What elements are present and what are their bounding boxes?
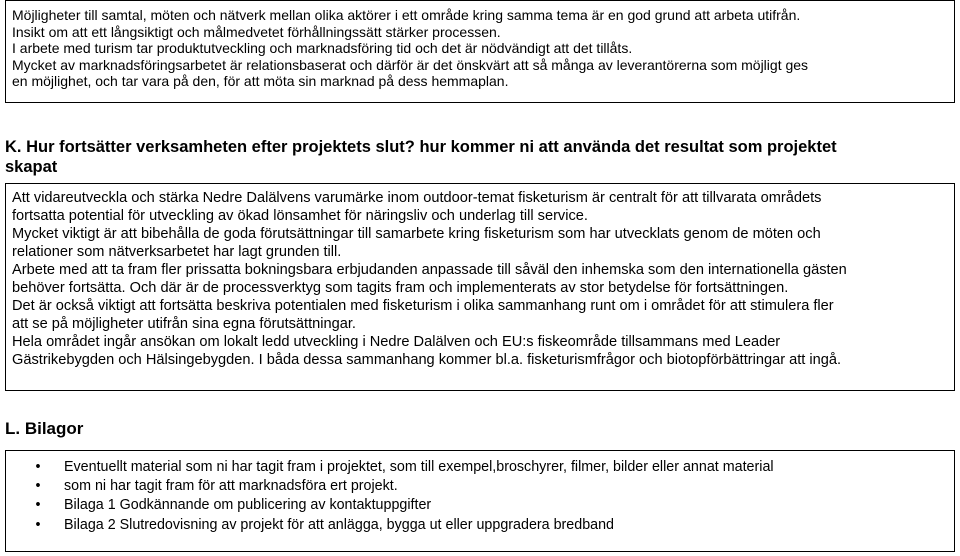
top-text-box — [5, 0, 955, 103]
section-k-text-line: Hela området ingår ansökan om lokalt ledd utveckling i Nedre Dalälven och EU:s fiskeområde tillsammans med Leader — [12, 334, 781, 350]
attachment-item — [12, 516, 948, 535]
attachment-text: Bilaga 1 Godkännande om publicering av kontaktuppgifter — [64, 497, 432, 514]
bullet-icon: • — [35, 459, 41, 475]
section-k-text-line: Att vidareutveckla och stärka Nedre Dalälvens varumärke inom outdoor-temat fisketurism är centralt för att tillvarata områdets — [12, 190, 822, 206]
attachments-list — [12, 458, 948, 535]
section-k-heading-line: skapat — [5, 158, 58, 176]
top-text-line: en möjlighet, och tar vara på den, för att möta sin marknad på dess hemmaplan. — [12, 73, 509, 90]
attachment-text: Eventuellt material som ni har tagit fram i projektet, som till exempel,broschyrer, filmer, bilder eller annat material — [64, 459, 774, 475]
top-text-line: I arbete med turism tar produktutveckling och marknadsföring tid och det är nödvändigt att det tillåts. — [12, 40, 633, 57]
top-text-line: Insikt om att ett långsiktigt och målmedvetet förhållningssätt stärker processen. — [12, 23, 501, 40]
bullet-icon: • — [35, 516, 41, 533]
section-k-text-line: relationer som nätverksarbetet har lagt grunden till. — [12, 244, 342, 260]
attachments-box — [5, 450, 955, 552]
section-k-heading-line: K. Hur fortsätter verksamheten efter projektets slut? hur kommer ni att använda det resultat som projektet — [5, 138, 837, 156]
section-k-text-line: fortsatta potential för utveckling av ökad lönsamhet för näringsliv och underlag till service. — [12, 208, 588, 224]
top-text-line: Mycket av marknadsföringsarbetet är relationsbaserat och därför är det önskvärt att så många av leverantörerna som möjligt ges — [12, 56, 809, 73]
section-k-heading — [5, 137, 955, 177]
section-k-text-line: Arbete med att ta fram fler prissatta bokningsbara erbjudanden anpassade till såväl den inhemska som den internationella gästen — [12, 262, 847, 278]
attachment-item — [12, 496, 948, 515]
attachment-item — [12, 477, 948, 496]
attachment-item — [12, 458, 948, 477]
attachment-text: som ni har tagit fram för att marknadsföra ert projekt. — [64, 478, 398, 495]
section-k-text-line: Det är också viktigt att fortsätta beskriva potentialen med fisketurism i olika sammanhang runt om i området för att stimulera fler — [12, 298, 834, 314]
bullet-icon: • — [35, 497, 41, 514]
section-k-text-line: Gästrikebygden och Hälsingebygden. I båda dessa sammanhang kommer bl.a. fisketurismfrågor och biotopförbättringar att ingå. — [12, 352, 842, 368]
section-k-text-line: Mycket viktigt är att bibehålla de goda förutsättningar till samarbete kring fisketurism som har utvecklats genom de möten och — [12, 226, 821, 242]
top-text-line: Möjligheter till samtal, möten och nätverk mellan olika aktörer i ett område kring samma tema är en god grund att arbeta utifrån. — [12, 7, 801, 23]
section-k-text-box — [5, 183, 955, 391]
section-l-heading: L. Bilagor — [5, 419, 84, 438]
bullet-icon: • — [35, 478, 41, 495]
section-k-text-line: behöver fortsätta. Och där är de processverktyg som tagits fram och implementerats av stor betydelse för fortsättningen. — [12, 280, 789, 296]
attachment-text: Bilaga 2 Slutredovisning av projekt för att anlägga, bygga ut eller uppgradera bredband — [64, 516, 615, 533]
section-k-text-line: att se på möjligheter utifrån sina egna förutsättningar. — [12, 316, 356, 332]
